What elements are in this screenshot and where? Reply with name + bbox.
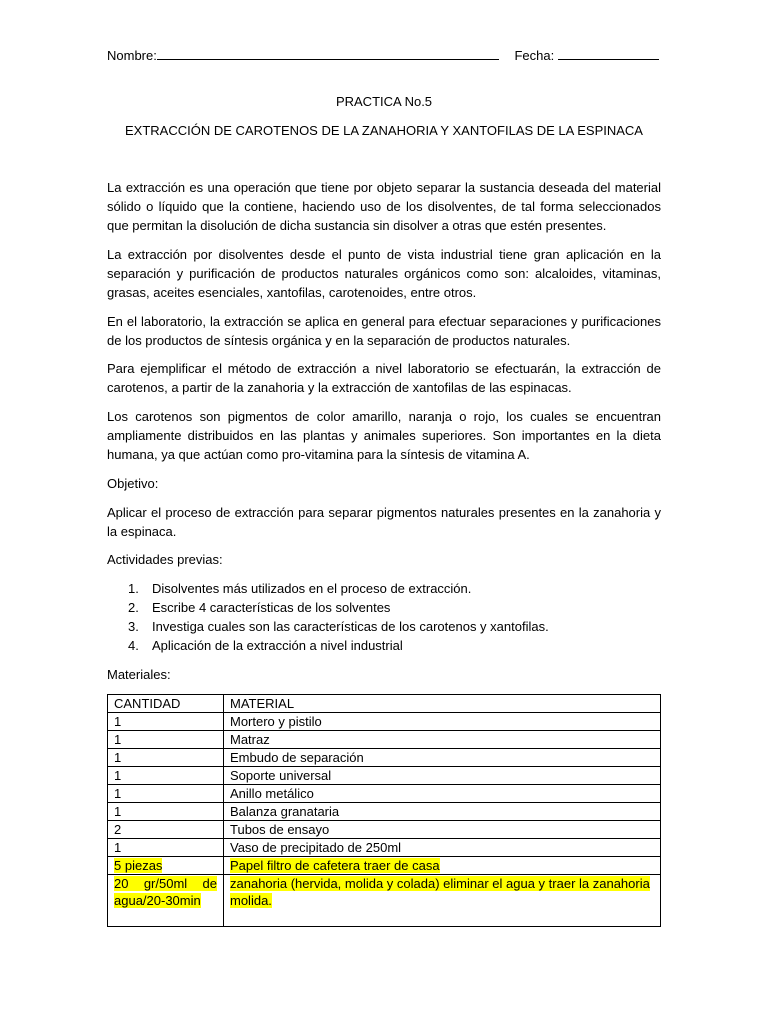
actividades-label: Actividades previas: bbox=[107, 552, 223, 567]
table-row bbox=[108, 839, 661, 857]
paragraph-2: La extracción por disolventes desde el punto de vista industrial tiene gran aplicación en la separación y purificación de productos naturales orgánicos como son: alcaloides, vitaminas, grasas, aceites esenciales, xantofilas, carotenoides, entre otros. bbox=[107, 247, 661, 300]
table-row bbox=[108, 731, 661, 749]
highlighted-text: Papel filtro de cafetera traer de casa bbox=[230, 858, 440, 873]
objetivo-label: Objetivo: bbox=[107, 476, 159, 491]
list-item bbox=[107, 617, 661, 636]
table-row bbox=[108, 821, 661, 839]
paragraph-5: Los carotenos son pigmentos de color amarillo, naranja o rojo, los cuales se encuentran ampliamente distribuidos en las plantas y animales superiores. Son importantes en la dieta humana, ya que actúan como pro-vitamina para la síntesis de vitamina A. bbox=[107, 409, 661, 462]
material-cell bbox=[224, 857, 661, 875]
highlighted-text: 5 piezas bbox=[114, 858, 163, 873]
list-item bbox=[107, 598, 661, 617]
list-item bbox=[107, 636, 661, 655]
material-cell bbox=[224, 875, 661, 927]
cantidad-cell: 1 bbox=[108, 785, 224, 803]
fecha-label: Fecha: bbox=[514, 48, 555, 63]
cantidad-cell: 2 bbox=[108, 821, 224, 839]
material-cell: Mortero y pistilo bbox=[224, 713, 661, 731]
cantidad-cell: 1 bbox=[108, 749, 224, 767]
material-cell: Vaso de precipitado de 250ml bbox=[224, 839, 661, 857]
list-item-text: Investiga cuales son las características de los carotenos y xantofilas. bbox=[152, 619, 549, 634]
table-row bbox=[108, 713, 661, 731]
table-header-row bbox=[108, 695, 661, 713]
actividades-list bbox=[107, 579, 661, 655]
material-cell: Embudo de separación bbox=[224, 749, 661, 767]
materiales-label: Materiales: bbox=[107, 667, 171, 682]
material-cell: Balanza granataria bbox=[224, 803, 661, 821]
list-item-text: Disolventes más utilizados en el proceso de extracción. bbox=[152, 581, 472, 596]
cantidad-cell bbox=[108, 875, 224, 927]
objetivo-text: Aplicar el proceso de extracción para separar pigmentos naturales presentes en la zanahoria y la espinaca. bbox=[107, 505, 661, 539]
table-row bbox=[108, 785, 661, 803]
list-item bbox=[107, 579, 661, 598]
material-cell: Soporte universal bbox=[224, 767, 661, 785]
list-item-text: Aplicación de la extracción a nivel industrial bbox=[152, 638, 403, 653]
list-item-text: Escribe 4 características de los solventes bbox=[152, 600, 391, 615]
table-row bbox=[108, 803, 661, 821]
materials-table bbox=[107, 694, 661, 927]
nombre-blank-line bbox=[157, 46, 499, 60]
list-item-number: 4. bbox=[128, 638, 139, 653]
cantidad-cell: 1 bbox=[108, 803, 224, 821]
table-row-highlighted bbox=[108, 875, 661, 927]
header-material: MATERIAL bbox=[224, 695, 661, 713]
cantidad-cell: 1 bbox=[108, 713, 224, 731]
nombre-label: Nombre: bbox=[107, 48, 157, 63]
paragraph-3: En el laboratorio, la extracción se aplica en general para efectuar separaciones y purificaciones de los productos de síntesis orgánica y en la separación de productos naturales. bbox=[107, 314, 661, 348]
list-item-number: 1. bbox=[128, 581, 139, 596]
cantidad-cell: 1 bbox=[108, 767, 224, 785]
material-cell: Matraz bbox=[224, 731, 661, 749]
highlighted-text: zanahoria (hervida, molida y colada) eliminar el agua y traer la zanahoria molida. bbox=[230, 876, 650, 908]
practice-number-title: PRACTICA No.5 bbox=[335, 94, 433, 109]
fecha-blank-line bbox=[558, 46, 659, 60]
cantidad-cell: 1 bbox=[108, 839, 224, 857]
table-row bbox=[108, 749, 661, 767]
practice-subtitle: EXTRACCIÓN DE CAROTENOS DE LA ZANAHORIA Y XANTOFILAS DE LA ESPINACA bbox=[125, 123, 643, 138]
header-cantidad: CANTIDAD bbox=[108, 695, 224, 713]
table-row-highlighted bbox=[108, 857, 661, 875]
material-cell: Tubos de ensayo bbox=[224, 821, 661, 839]
header-line bbox=[107, 46, 667, 65]
paragraph-4: Para ejemplificar el método de extracción a nivel laboratorio se efectuarán, la extracción de carotenos, a partir de la zanahoria y la extracción de xantofilas de las espinacas. bbox=[107, 361, 661, 395]
paragraph-1: La extracción es una operación que tiene por objeto separar la sustancia deseada del material sólido o líquido que la contiene, haciendo uso de los disolventes, de tal forma seleccionados que permitan la disolución de dicha sustancia sin disolver a otras que estén presentes. bbox=[107, 180, 661, 233]
table-row bbox=[108, 767, 661, 785]
highlighted-text: 20 gr/50ml de agua/20-30min bbox=[114, 876, 217, 908]
cantidad-cell: 1 bbox=[108, 731, 224, 749]
cantidad-cell bbox=[108, 857, 224, 875]
material-cell: Anillo metálico bbox=[224, 785, 661, 803]
list-item-number: 3. bbox=[128, 619, 139, 634]
list-item-number: 2. bbox=[128, 600, 139, 615]
